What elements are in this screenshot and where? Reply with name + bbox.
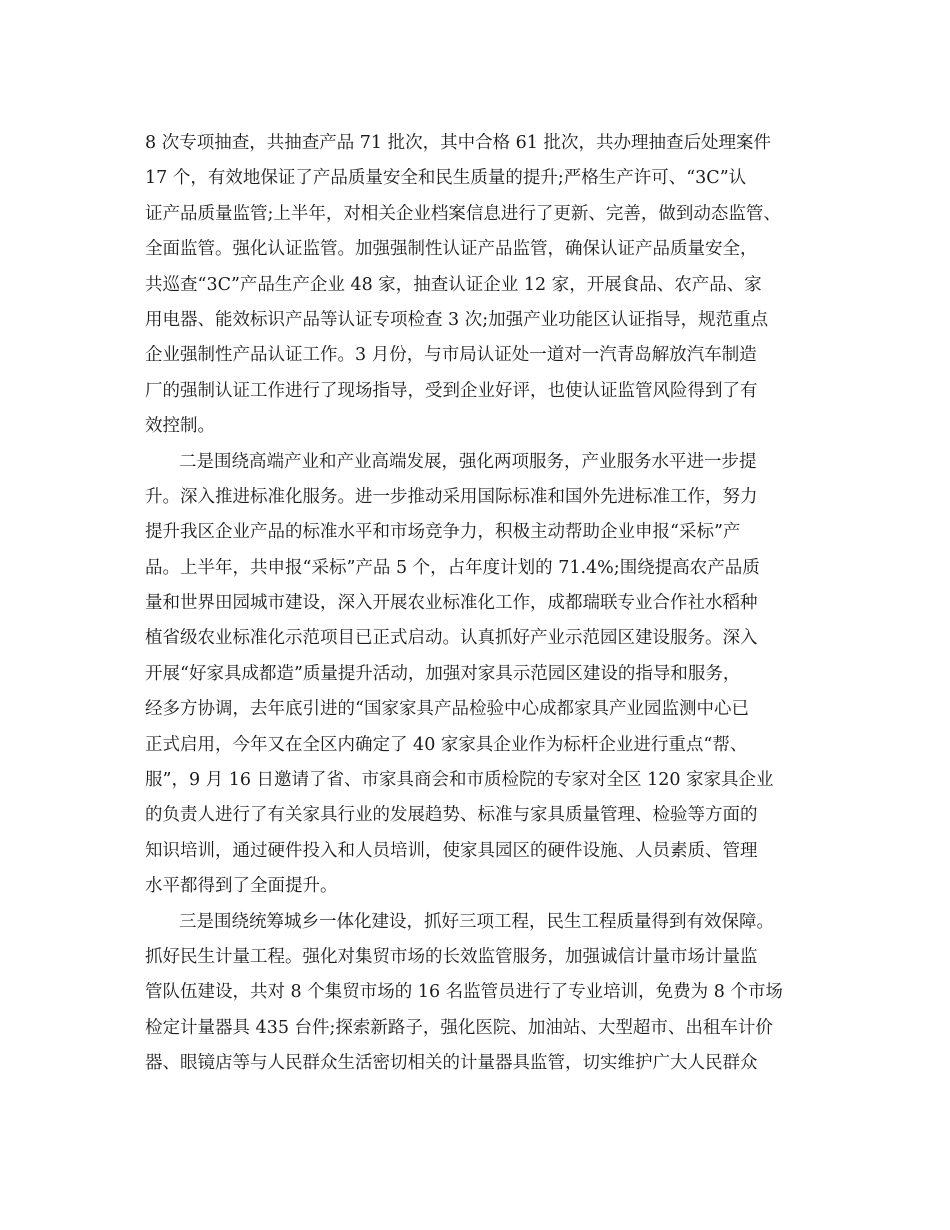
document-body	[145, 126, 825, 1082]
text-line: 品。上半年，共申报“采标”产品 5 个，占年度计划的 71.4%;围绕提高农产品质	[145, 557, 760, 578]
text-line: 水平都得到了全面提升。	[145, 876, 338, 897]
text-line: 证产品质量监管;上半年，对相关企业档案信息进行了更新、完善，做到动态监管、	[145, 203, 781, 224]
text-line: 17 个，有效地保证了产品质量安全和民生质量的提升;严格生产许可、“3C”认	[145, 168, 747, 189]
text-line: 知识培训，通过硬件投入和人员培训，使家具园区的硬件设施、人员素质、管理	[145, 840, 758, 861]
text-line: 共巡查“3C”产品生产企业 48 家，抽查认证企业 12 家，开展食品、农产品、家	[145, 274, 762, 295]
text-line: 升。深入推进标准化服务。进一步推动采用国际标准和国外先进标准工作，努力	[145, 486, 758, 507]
text-line: 8 次专项抽查，共抽查产品 71 批次，其中合格 61 批次，共办理抽查后处理案件	[145, 133, 771, 153]
text-line: 检定计量器具 435 台件;探索新路子，强化医院、加油站、大型超市、出租车计价	[145, 1017, 773, 1038]
text-line: 的负责人进行了有关家具行业的发展趋势、标准与家具质量管理、检验等方面的	[145, 805, 758, 826]
text-line: 效控制。	[145, 416, 215, 437]
paragraph-start-line: 三是围绕统筹城乡一体化建设，抓好三项工程，民生工程质量得到有效保障。	[179, 911, 774, 932]
text-line: 经多方协调，去年底引进的“国家家具产品检验中心成都家具产业园监测中心已	[145, 699, 749, 720]
text-line: 用电器、能效标识产品等认证专项检查 3 次;加强产业功能区认证指导，规范重点	[145, 309, 769, 330]
text-line: 管队伍建设，共对 8 个集贸市场的 16 名监管员进行了专业培训，免费为 8 个市场	[145, 982, 783, 1003]
text-line: 厂的强制认证工作进行了现场指导，受到企业好评，也使认证监管风险得到了有	[145, 380, 758, 401]
text-line: 正式启用，今年又在全区内确定了 40 家家具企业作为标杆企业进行重点“帮、	[145, 734, 748, 755]
text-line: 抓好民生计量工程。强化对集贸市场的长效监管服务，加强诚信计量市场计量监	[145, 946, 758, 967]
text-line: 植省级农业标准化示范项目已正式启动。认真抓好产业示范园区建设服务。深入	[145, 628, 758, 649]
text-line: 提升我区企业产品的标准水平和市场竞争力，积极主动帮助企业申报“采标”产	[145, 522, 741, 543]
text-line: 全面监管。强化认证监管。加强强制性认证产品监管，确保认证产品质量安全，	[145, 239, 758, 260]
text-line: 量和世界田园城市建设，深入开展农业标准化工作，成都瑞联专业合作社水稻种	[145, 593, 758, 614]
text-line: 开展“好家具成都造”质量提升活动，加强对家具示范园区建设的指导和服务，	[145, 663, 741, 684]
text-line: 企业强制性产品认证工作。3 月份，与市局认证处一道对一汽青岛解放汽车制造	[145, 345, 757, 366]
text-line: 服”，9 月 16 日邀请了省、市家具商会和市质检院的专家对全区 120 家家具企业	[145, 770, 774, 791]
text-line: 器、眼镜店等与人民群众生活密切相关的计量器具监管，切实维护广大人民群众	[145, 1053, 758, 1074]
paragraph-start-line: 二是围绕高端产业和产业高端发展，强化两项服务，产业服务水平进一步提	[179, 451, 757, 472]
